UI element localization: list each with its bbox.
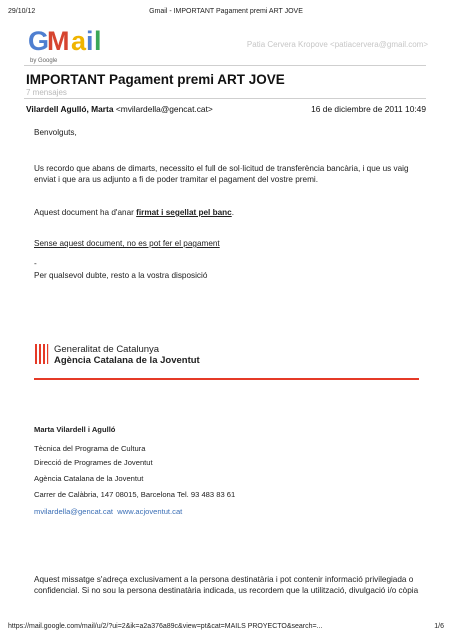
subject-divider [24,98,426,99]
signature-email-link[interactable]: mvilardella@gencat.cat [34,507,114,516]
org-line-1: Generalitat de Catalunya [54,344,160,355]
page-number: 1/6 [434,623,444,630]
disclaimer: Aquest missatge s'adreça exclusivament a la persona destinatària i pot contenir informació privilegiada o confidencial. Si no sou la persona destinatària indicada, us recordem que la utilització, divulgació i/o còpia [34,575,419,595]
sender [26,104,213,114]
signature-address: Carrer de Calàbria, 147 08015, Barcelona Tel. 93 483 83 61 [34,490,236,499]
signature-dept: Direcció de Programes de Joventut [34,458,153,467]
print-title: Gmail - IMPORTANT Pagament premi ART JOVE [149,8,303,15]
signature-role: Tècnica del Programa de Cultura [34,444,146,453]
thread-subject: IMPORTANT Pagament premi ART JOVE [26,72,285,87]
print-url: https://mail.google.com/mail/u/2/?ui=2&ik=a2a376a89c&view=pt&cat=MAILS PROYECTO&search=... [8,623,323,630]
signature-name: Marta Vilardell i Agulló [34,425,116,434]
senyera-icon [34,343,48,365]
body-paragraph-1: Us recordo que abans de dimarts, necessito el full de sol·licitud de transferència bancària, i que us vaig enviat i que ara us adjunto a fi de poder tramitar el pagament del vostre premi. [34,164,409,184]
print-date: 29/10/12 [8,8,36,15]
svg-text:a: a [71,26,87,56]
org-line-2: Agència Catalana de la Joventut [54,355,200,366]
logo-divider [34,378,419,380]
header-divider [24,65,426,66]
message-date: 16 de diciembre de 2011 10:49 [311,104,426,114]
body-paragraph-3: Sense aquest document, no es pot fer el pagament [34,239,220,248]
body-paragraph-2 [34,207,414,218]
message-count: 7 mensajes [26,88,67,97]
signature-org: Agència Catalana de la Joventut [34,474,144,483]
signature-web-link[interactable]: www.acjoventut.cat [117,507,183,516]
para2-emphasis: firmat i segellat pel banc [136,208,232,217]
gmail-logo [28,26,118,66]
svg-text:G: G [28,26,50,56]
sender-email: <mvilardella@gencat.cat> [115,104,213,114]
greeting: Benvolguts, [34,128,77,137]
svg-text:M: M [47,26,70,56]
sender-name: Vilardell Agulló, Marta [26,104,114,114]
signature-links [34,507,182,516]
svg-text:i: i [86,26,94,56]
svg-text:l: l [94,26,102,56]
account-address: Patia Cervera Kropove <patiacervera@gmail.com> [246,40,428,49]
para2-suffix: . [231,208,234,217]
generalitat-logo [34,342,214,366]
body-paragraph-4: Per qualsevol dubte, resto a la vostra disposició [34,271,208,280]
dash: - [34,259,37,268]
logo-byline: by Google [30,58,58,64]
para2-prefix: Aquest document ha d'anar [34,208,137,217]
